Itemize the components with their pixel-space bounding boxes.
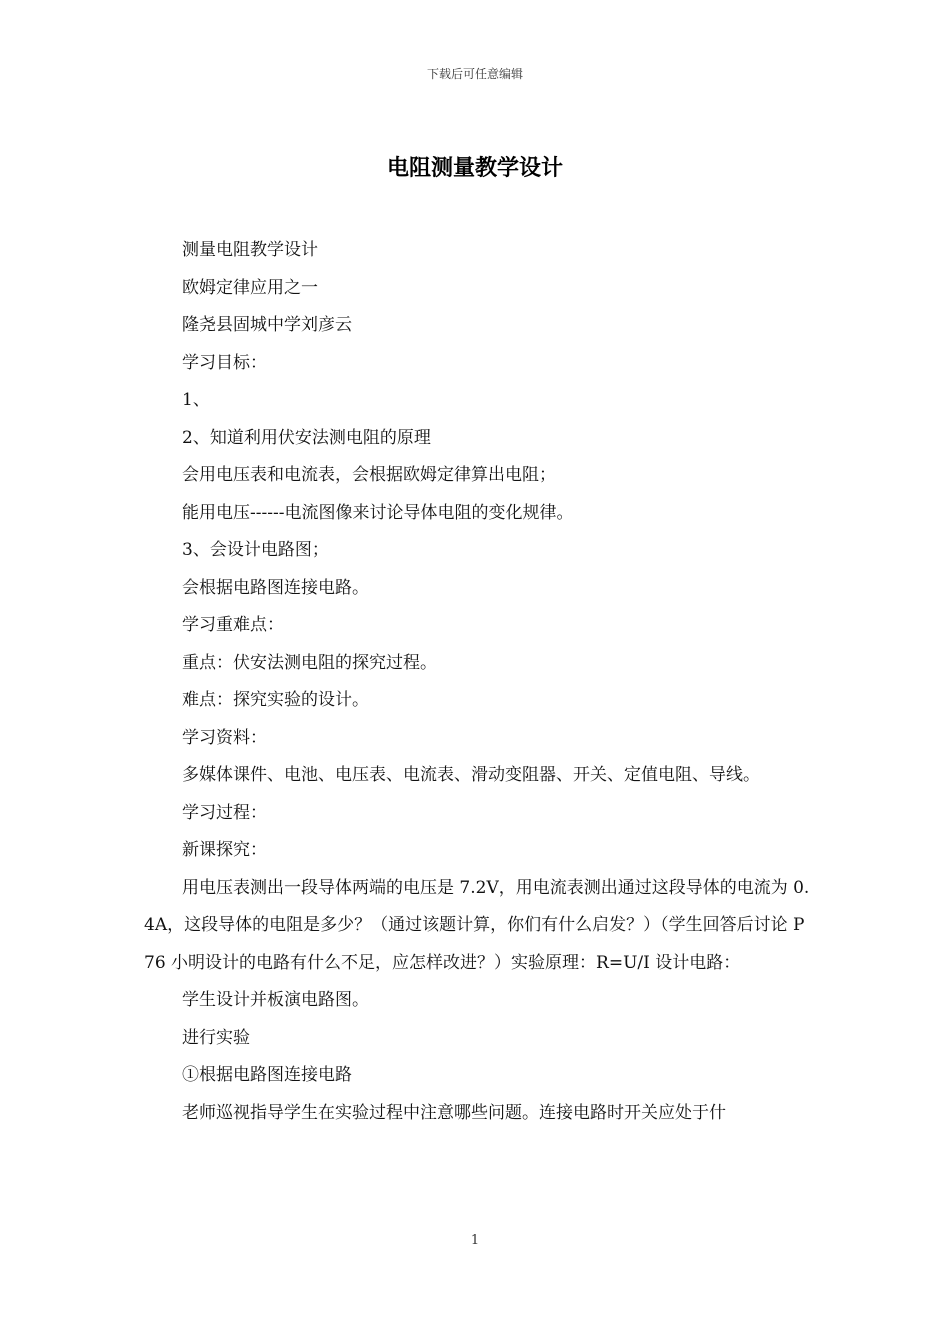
paragraph-new-lesson: 新课探究：: [182, 840, 267, 860]
paragraph-objectives-heading: 学习目标：: [182, 352, 267, 373]
paragraph-difficulty: 难点：探究实验的设计。: [182, 690, 369, 710]
paragraph-lesson-name: 测量电阻教学设计: [182, 240, 318, 260]
paragraph-author: 隆尧县固城中学刘彦云: [182, 315, 352, 335]
paragraph-step-1: ①根据电路图连接电路: [182, 1065, 352, 1085]
paragraph-subtitle: 欧姆定律应用之一: [182, 277, 318, 298]
paragraph-objective-1: 1、: [182, 390, 210, 410]
paragraph-problem: 用电压表测出一段导体两端的电压是 7.2V，用电流表测出通过这段导体的电流为 0.4A，这段导体的电阻是多少？（通过该题计算，你们有什么启发？）（学生回答后讨论 P76 小明设计的电路有什么不足，应怎样改进？）实验原理：R=U/I 设计电路：: [144, 877, 810, 973]
page-header: 下载后可任意编辑: [426, 67, 523, 81]
document-body: [144, 232, 814, 1132]
paragraph-objective-2: 2、知道利用伏安法测电阻的原理: [182, 427, 431, 448]
paragraph-materials: 多媒体课件、电池、电压表、电流表、滑动变阻器、开关、定值电阻、导线。: [182, 765, 760, 785]
paragraph-experiment: 进行实验: [182, 1027, 250, 1048]
paragraph-keypoints-heading: 学习重难点：: [182, 615, 284, 635]
paragraph-materials-heading: 学习资料：: [182, 727, 267, 748]
paragraph-objective-3a: 会根据电路图连接电路。: [182, 577, 369, 598]
paragraph-teacher-guide: 老师巡视指导学生在实验过程中注意哪些问题。连接电路时开关应处于什: [182, 1102, 726, 1123]
paragraph-student-design: 学生设计并板演电路图。: [182, 990, 369, 1010]
paragraph-keypoint: 重点：伏安法测电阻的探究过程。: [182, 652, 437, 673]
document-title: 电阻测量教学设计: [386, 156, 563, 181]
paragraph-process-heading: 学习过程：: [182, 802, 267, 823]
paragraph-objective-3: 3、会设计电路图；: [182, 540, 329, 560]
paragraph-objective-2b: 能用电压------电流图像来讨论导体电阻的变化规律。: [182, 502, 574, 523]
paragraph-objective-2a: 会用电压表和电流表，会根据欧姆定律算出电阻；: [182, 465, 556, 485]
page-number: 1: [470, 1233, 480, 1248]
